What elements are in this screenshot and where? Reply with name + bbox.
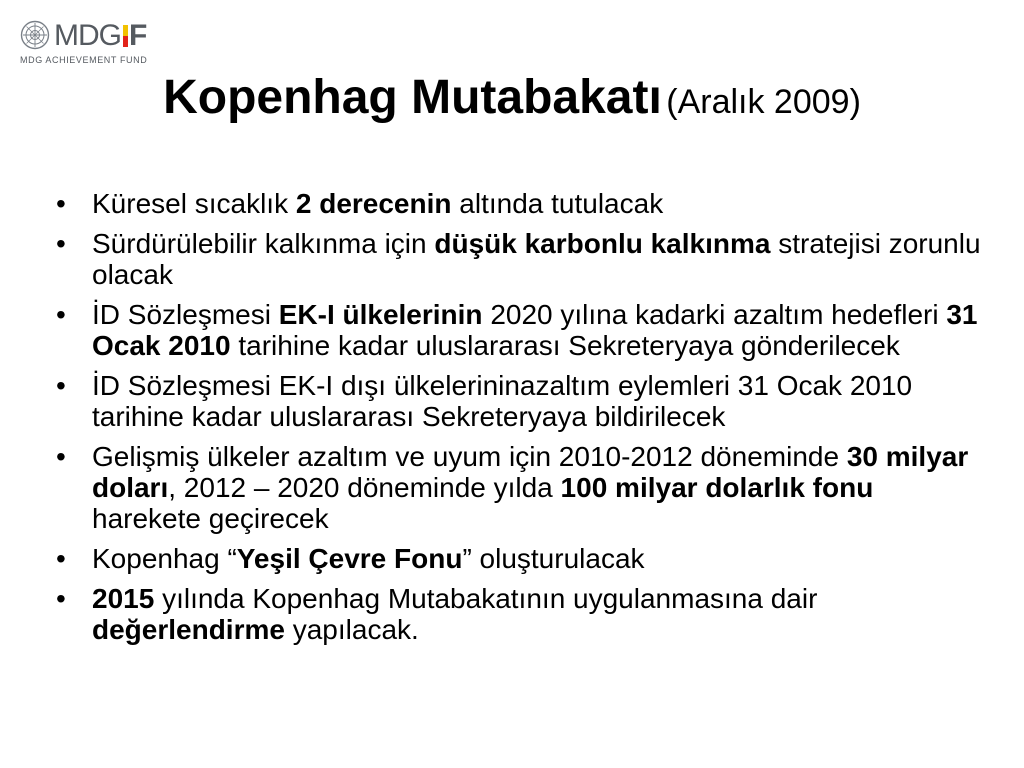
bullet-bold-text: Yeşil Çevre Fonu [236, 543, 463, 574]
page-title [0, 70, 1024, 125]
bullet-item [52, 583, 982, 645]
bullet-dot: • [56, 543, 66, 574]
bullet-item [52, 299, 982, 361]
bullet-text: ” oluşturulacak [462, 543, 645, 574]
bullet-list [52, 188, 982, 654]
bullet-bold-text: EK-I ülkelerinin [278, 299, 483, 330]
bullet-text: Sürdürülebilir kalkınma için [92, 228, 435, 259]
bullet-item [52, 228, 982, 290]
bullet-bold-text: 2 derecenin [295, 188, 452, 219]
title-date: (Aralık 2009) [666, 83, 861, 121]
bullet-text: yılında Kopenhag Mutabakatının uygulanmasına dair [154, 583, 818, 614]
mdg-fund-logo [18, 18, 158, 66]
logo-subtitle: MDG ACHIEVEMENT FUND [20, 55, 148, 65]
title-main: Kopenhag Mutabakatı [163, 71, 662, 124]
bullet-text: Gelişmiş ülkeler azaltım ve uyum için 2010-2012 döneminde [92, 441, 847, 472]
bullet-text: altında tutulacak [451, 188, 664, 219]
bullet-text: stratejisi zorunlu olacak [92, 228, 981, 290]
logo-wordmark [54, 20, 146, 52]
bullet-item [52, 188, 982, 219]
bullet-text: İD Sözleşmesi [92, 299, 279, 330]
bullet-bold-text: 30 milyar doları [92, 441, 969, 503]
bullet-item [52, 441, 982, 534]
bullet-bold-text: 100 milyar dolarlık fonu [560, 472, 874, 503]
bullet-text: Küresel sıcaklık [92, 188, 296, 219]
bullet-text: , 2012 – 2020 döneminde yılda [168, 472, 561, 503]
bullet-dot: • [56, 441, 66, 472]
bullet-item [52, 543, 982, 574]
logo-wordmark-f: F [129, 19, 147, 52]
logo-color-bar [123, 25, 128, 47]
bullet-text: harekete geçirecek [92, 503, 329, 534]
un-emblem-icon [20, 20, 50, 50]
bullet-text: yapılacak. [284, 614, 419, 645]
bullet-bold-text: 2015 [92, 583, 155, 614]
bullet-dot: • [56, 583, 66, 614]
bullet-text: 2020 yılına kadarki azaltım hedefleri [482, 299, 947, 330]
bullet-text: tarihine kadar uluslararası Sekreteryaya gönderilecek [230, 330, 900, 361]
bullet-text: Kopenhag “ [92, 543, 237, 574]
bullet-dot: • [56, 188, 66, 219]
bullet-dot: • [56, 299, 66, 330]
bullet-bold-text: düşük karbonlu kalkınma [434, 228, 771, 259]
bullet-item [52, 370, 982, 432]
logo-wordmark-mdg: MDG [54, 19, 121, 52]
bullet-text: İD Sözleşmesi EK-I dışı ülkelerininazaltım eylemleri 31 Ocak 2010 tarihine kadar uluslararası Sekreteryaya bildirilecek [92, 370, 913, 432]
bullet-dot: • [56, 228, 66, 259]
bullet-bold-text: değerlendirme [92, 614, 285, 645]
bullet-dot: • [56, 370, 66, 401]
bullet-bold-text: 31 Ocak 2010 [92, 299, 978, 361]
